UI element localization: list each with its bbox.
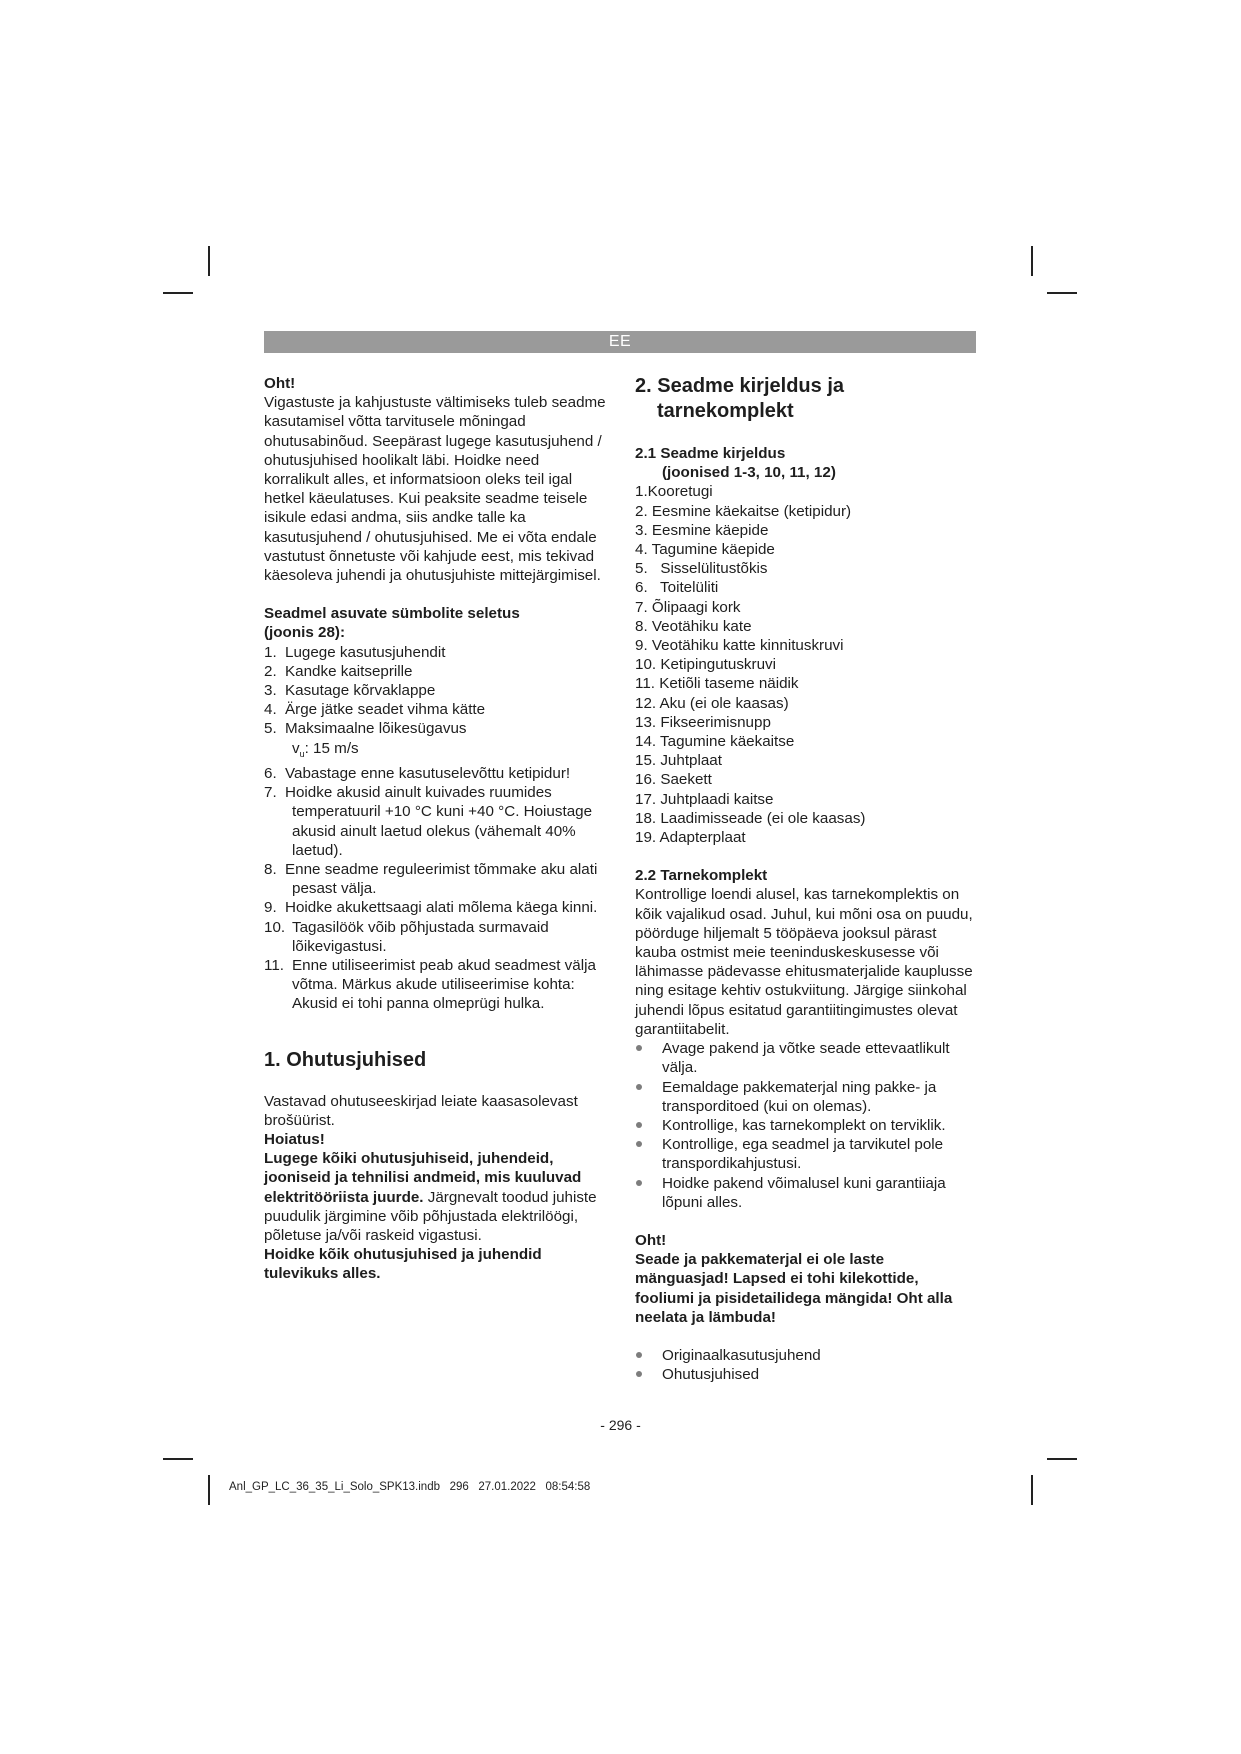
- list-item: 14. Tagumine käekaitse: [635, 733, 795, 751]
- list-item: Hoidke pakend võimalusel kuni garantiiaja lõpuni alles.: [635, 1174, 977, 1212]
- crop-mark-top-right-h: [1047, 292, 1077, 294]
- list-item: 5. Maksimaalne lõikesügavus $v_u$: 15 m/s: [264, 720, 467, 759]
- list-item: 3. Eesmine käepide: [635, 521, 769, 539]
- symbols-list: [264, 643, 606, 1014]
- list-item: 11. Ketiõli taseme näidik: [635, 675, 799, 693]
- list-item: 5. Sisselülitustõkis: [635, 560, 768, 578]
- list-item: 8. Enne seadme reguleerimist tõmmake aku alati pesast välja.: [264, 860, 598, 898]
- list-item: 10. Ketipingutuskruvi: [635, 656, 776, 674]
- warning-text: Vigastuste ja kahjustuste vältimiseks tuleb seadme kasutamisel võtta tarvitusele mõningad ohutusabinõud. Seepärast lugege kasutusjuhend / ohutusjuhised hoolikalt läbi. Hoidke need korralikult alles, et informatsioon oleks teil igal hetkel käeulatuses. Kui peaksite seadme teisele isikule edasi andma, siis andke talle ka kasutusjuhend / ohutusjuhised. Me ei võta endale vastutust õnnetuste või kahjude eest, mis tekivad käesoleva juhendi ja ohutusjuhiste mittejärgimisel.: [264, 394, 606, 585]
- list-item: 1.Kooretugi: [635, 483, 713, 501]
- caution-text: Lugege kõiki ohutusjuhiseid, juhendeid, jooniseid ja tehnilisi andmeid, mis kuuluvad elektritööriista juurde. Järgnevalt toodud juhiste puudulik järgimine võib põhjustada elektrilöögi, põletuse ja/või raskeid vigastusi.: [264, 1150, 597, 1244]
- list-item: 6. Vabastage enne kasutuselevõttu ketipidur!: [264, 764, 571, 782]
- danger-text: Seade ja pakkematerjal ei ole laste mänguasjad! Lapsed ei tohi kilekottide, fooliumi ja pisidetailidega mängida! Oht alla neelata ja lämbuda!: [635, 1251, 953, 1326]
- list-item: Kontrollige, kas tarnekomplekt on terviklik.: [635, 1116, 977, 1135]
- list-item: 6. Toitelüliti: [635, 579, 719, 597]
- list-item: 18. Laadimisseade (ei ole kaasas): [635, 809, 866, 827]
- crop-mark-bottom-right-h: [1047, 1458, 1077, 1460]
- section-2-title: 2. Seadme kirjeldus ja tarnekomplekt: [635, 375, 844, 422]
- list-item: 10. Tagasilöök võib põhjustada surmavaid lõikevigastusi.: [264, 918, 549, 955]
- list-item: 8. Veotähiku kate: [635, 617, 752, 635]
- list-item: 3. Kasutage kõrvaklappe: [264, 682, 436, 700]
- list-item: Ohutusjuhised: [635, 1365, 977, 1384]
- list-item: 7. Hoidke akusid ainult kuivades ruumides temperatuuril +10 °C kuni +40 °C. Hoiustage akusid ainult laetud olekus (vähemalt 40% laetud).: [264, 784, 593, 859]
- list-item: 9. Hoidke akukettsaagi alati mõlema käega kinni.: [264, 899, 598, 917]
- list-item: 4. Ärge jätke seadet vihma kätte: [264, 701, 486, 719]
- list-item: 9. Veotähiku katte kinnituskruvi: [635, 637, 844, 655]
- list-item: 4. Tagumine käepide: [635, 541, 775, 559]
- crop-mark-bottom-left-h: [163, 1458, 193, 1460]
- keep-instructions-text: Hoidke kõik ohutusjuhised ja juhendid tulevikuks alles.: [264, 1246, 542, 1283]
- section-1-title: 1. Ohutusjuhised: [264, 1048, 427, 1071]
- page-number: - 296 -: [600, 1417, 641, 1433]
- warning-title: Oht!: [264, 375, 296, 392]
- list-item: 15. Juhtplaat: [635, 752, 722, 770]
- list-item: 16. Saekett: [635, 771, 712, 789]
- included-items-list: [635, 1346, 977, 1384]
- list-item: 2. Eesmine käekaitse (ketipidur): [635, 502, 852, 520]
- crop-mark-bottom-left: [208, 1475, 210, 1505]
- list-item: 17. Juhtplaadi kaitse: [635, 790, 774, 808]
- list-item: 19. Adapterplaat: [635, 829, 746, 847]
- list-item: 1. Lugege kasutusjuhendit: [264, 643, 446, 661]
- crop-mark-top-left-h: [163, 292, 193, 294]
- list-item: 12. Aku (ei ole kaasas): [635, 694, 789, 712]
- crop-mark-bottom-right: [1031, 1475, 1033, 1505]
- unpacking-steps-list: [635, 1039, 977, 1212]
- language-header-bar: [264, 331, 976, 353]
- list-item: 11. Enne utiliseerimist peab akud seadmest välja võtma. Märkus akude utiliseerimise kohta: Akusid ei tohi panna olmeprügi hulka.: [264, 956, 596, 1013]
- caution-label: Hoiatus!: [264, 1130, 325, 1148]
- list-item: 13. Fikseerimisnupp: [635, 713, 771, 731]
- symbols-title: Seadmel asuvate sümbolite seletus (joonis 28):: [264, 605, 520, 642]
- subsection-2-2-title: 2.2 Tarnekomplekt: [635, 867, 768, 885]
- list-item: Eemaldage pakkematerjal ning pakke- ja transporditoed (kui on olemas).: [635, 1078, 977, 1116]
- list-item: 7. Õlipaagi kork: [635, 598, 741, 616]
- delivery-check-text: Kontrollige loendi alusel, kas tarnekomplektis on kõik vajalikud osad. Juhul, kui mõni osa on puudu, pöörduge hiljemalt 5 tööpäeva jooksul pärast kauba ostmist meie teeninduskeskusesse või lähimasse pädevasse ehitusmaterjalide kauplusse ning esitage kehtiv ostukviitung. Järgige siinkohal juhendi lõpus esitatud garantiitingimustes olevat garantiitabelit.: [635, 886, 973, 1038]
- crop-mark-top-left: [208, 246, 210, 276]
- right-column: [635, 374, 977, 1384]
- left-column: [264, 374, 606, 1284]
- print-file-info: Anl_GP_LC_36_35_Li_Solo_SPK13.indb 296 27.01.2022 08:54:58: [229, 1481, 591, 1493]
- chain-speed: $v_u$: 15 m/s: [292, 739, 359, 759]
- danger-title: Oht!: [635, 1231, 667, 1249]
- subsection-2-1-title: 2.1 Seadme kirjeldus (joonised 1-3, 10, 11, 12): [635, 445, 836, 482]
- list-item: Kontrollige, ega seadmel ja tarvikutel pole transpordikahjustusi.: [635, 1135, 977, 1173]
- crop-mark-top-right: [1031, 246, 1033, 276]
- list-item: 2. Kandke kaitseprille: [264, 662, 413, 680]
- list-item: Originaalkasutusjuhend: [635, 1346, 977, 1365]
- list-item: Avage pakend ja võtke seade ettevaatlikult välja.: [635, 1039, 977, 1077]
- section-1-intro: Vastavad ohutuseeskirjad leiate kaasasolevast brošüürist.: [264, 1092, 578, 1129]
- language-code: EE: [608, 333, 632, 350]
- device-parts-list: [635, 482, 977, 847]
